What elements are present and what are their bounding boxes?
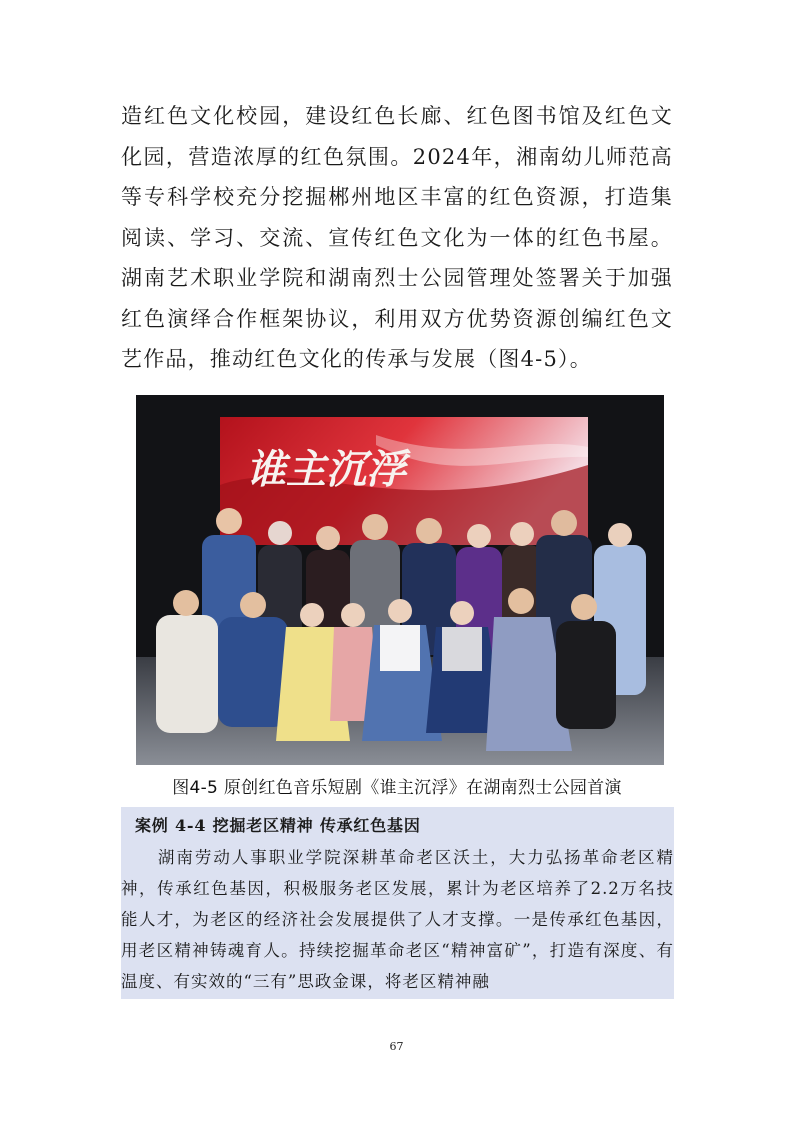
case-title: 案例 4-4 挖掘老区精神 传承红色基因 bbox=[135, 816, 421, 835]
body-paragraph: 造红色文化校园，建设红色长廊、红色图书馆及红色文化园，营造浓厚的红色氛围。2024年，湘南幼儿师范高等专科学校充分挖掘郴州地区丰富的红色资源，打造集阅读、学习、交流、宣传红色文化为一体的红色书屋。湖南艺术职业学院和湖南烈士公园管理处签署关于加强红色演绎合作框架协议，利用双方优势资源创编红色文艺作品，推动红色文化的传承与发展（图4-5）。 bbox=[121, 104, 673, 371]
case-box bbox=[121, 807, 674, 999]
page-number: 67 bbox=[389, 1040, 404, 1053]
case-text: 湖南劳动人事职业学院深耕革命老区沃土，大力弘扬革命老区精神，传承红色基因，积极服务老区发展，累计为老区培养了2.2万名技能人才，为老区的经济社会发展提供了人才支撑。一是传承红色基因，用老区精神铸魂育人。持续挖掘革命老区“精神富矿”，打造有深度、有温度、有实效的“三有”思政金课，将老区精神融 bbox=[121, 848, 674, 991]
figure-caption: 图4-5 原创红色音乐短剧《谁主沉浮》在湖南烈士公园首演 bbox=[172, 778, 622, 798]
stage-photo bbox=[136, 395, 664, 765]
stage-screen-title: 谁主沉浮 bbox=[246, 447, 406, 493]
